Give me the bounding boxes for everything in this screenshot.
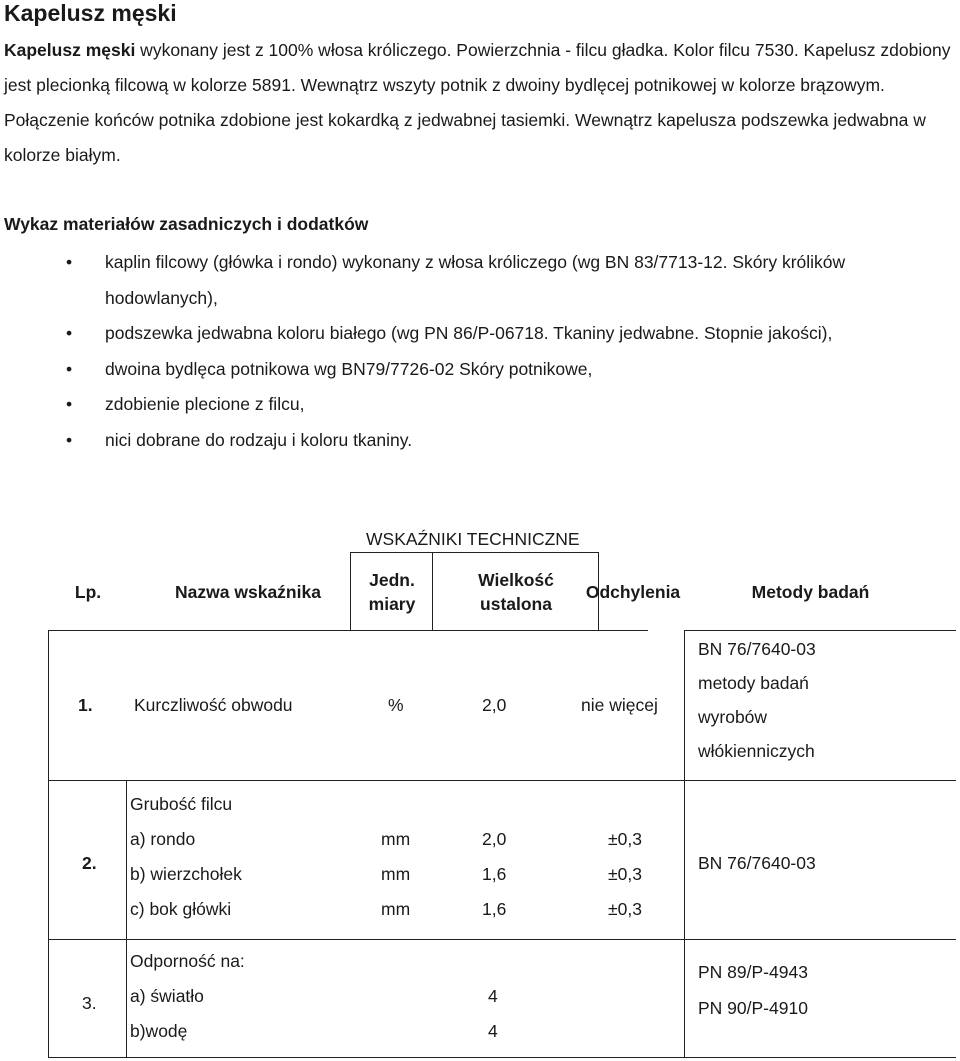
- table-header-divider: [684, 630, 956, 631]
- table-border-bottom: [48, 1057, 956, 1058]
- bullet-icon: •: [66, 394, 73, 414]
- row2-methods: BN 76/7640-03: [698, 853, 816, 873]
- row1-lp: 1.: [78, 695, 93, 715]
- intro-bold-lead: Kapelusz męski: [4, 40, 136, 60]
- table-col-divider: [432, 552, 433, 630]
- row2-item-tolerance: ±0,3: [608, 864, 642, 884]
- list-item: • zdobienie plecione z filcu,: [0, 387, 955, 423]
- row1-value: 2,0: [482, 695, 507, 715]
- row2-item-name: b) wierzchołek: [130, 864, 242, 884]
- row2-item-value: 1,6: [482, 864, 507, 884]
- table-title: WSKAŹNIKI TECHNICZNE: [366, 529, 580, 549]
- table-col-divider: [350, 552, 351, 630]
- bullet-icon: •: [66, 358, 73, 379]
- row2-item-unit: mm: [381, 899, 411, 919]
- row2-item-name: a) rondo: [130, 829, 196, 849]
- row3-lp: 3.: [82, 993, 97, 1013]
- intro-paragraph: [4, 33, 954, 173]
- header-name: Nazwa wskaźnika: [175, 582, 321, 602]
- document-title: Kapelusz męski: [4, 0, 177, 26]
- header-unit: Jedn. miary: [368, 570, 416, 614]
- row1-name: Kurczliwość obwodu: [134, 695, 293, 715]
- row2-item-value: 2,0: [482, 829, 507, 849]
- row3-item-name: a) światło: [130, 986, 204, 1006]
- list-item: • podszewka jedwabna koloru białego (wg PN 86/P-06718. Tkaniny jedwabne. Stopnie jakości),: [0, 316, 955, 352]
- row2-item-unit: mm: [381, 864, 411, 884]
- row1-tolerance: nie więcej: [581, 695, 658, 715]
- table-col-divider: [126, 780, 127, 1058]
- row1-unit: %: [388, 695, 404, 715]
- table-border-top: [350, 552, 598, 553]
- header-methods: Metody badań: [751, 582, 870, 602]
- row2-item-value: 1,6: [482, 899, 507, 919]
- bullet-icon: •: [66, 323, 73, 343]
- table-col-divider: [684, 630, 685, 1058]
- table-row-divider: [48, 780, 956, 781]
- table-border-left: [48, 630, 49, 1058]
- list-item: • kaplin filcowy (główka i rondo) wykonany z włosa króliczego (wg BN 83/7713-12. Skóry królików hodowlanych),: [0, 245, 955, 316]
- bullet-icon: •: [66, 252, 73, 272]
- table-header-divider: [48, 630, 648, 631]
- intro-text: wykonany jest z 100% włosa króliczego. Powierzchnia - filcu gładka. Kolor filcu 7530. Kapelusz zdobiony jest plecionką filcową w kolorze 5891. Wewnątrz wszyty potnik z dwoiny bydlęcej potnikowej w kolorze brązowym. Połączenie końców potnika zdobione jest kokardką z jedwabnej tasiemki. Wewnątrz kapelusza podszewka jedwabna w kolorze białym.: [4, 40, 951, 165]
- materials-list: [0, 245, 960, 458]
- row3-item-value: 4: [488, 986, 498, 1006]
- materials-heading: Wykaz materiałów zasadniczych i dodatków: [4, 214, 369, 234]
- row3-group: Odporność na:: [130, 951, 245, 971]
- row2-item-tolerance: ±0,3: [608, 899, 642, 919]
- row2-lp: 2.: [82, 853, 97, 873]
- list-item: • dwoina bydlęca potnikowa wg BN79/7726-02 Skóry potnikowe,: [0, 352, 955, 388]
- list-item: • nici dobrane do rodzaju i koloru tkaniny.: [0, 423, 955, 459]
- row2-group: Grubość filcu: [130, 794, 233, 814]
- bullet-icon: •: [66, 429, 73, 450]
- technical-indicators-table: [48, 552, 956, 1058]
- row3-item-name: b)wodę: [130, 1021, 188, 1041]
- header-tolerance: Odchylenia: [585, 582, 681, 602]
- header-lp: Lp.: [74, 582, 102, 602]
- header-value: Wielkość ustalona: [478, 570, 554, 614]
- row3-item-value: 4: [488, 1021, 498, 1041]
- row2-item-unit: mm: [381, 829, 411, 849]
- table-row-divider: [48, 939, 956, 940]
- row2-item-name: c) bok główki: [130, 899, 232, 919]
- row2-item-tolerance: ±0,3: [608, 829, 642, 849]
- row1-methods: BN 76/7640-03 metody badań wyrobów włókienniczych: [698, 639, 816, 761]
- row3-methods: PN 89/P-4943 PN 90/P-4910: [698, 962, 808, 1018]
